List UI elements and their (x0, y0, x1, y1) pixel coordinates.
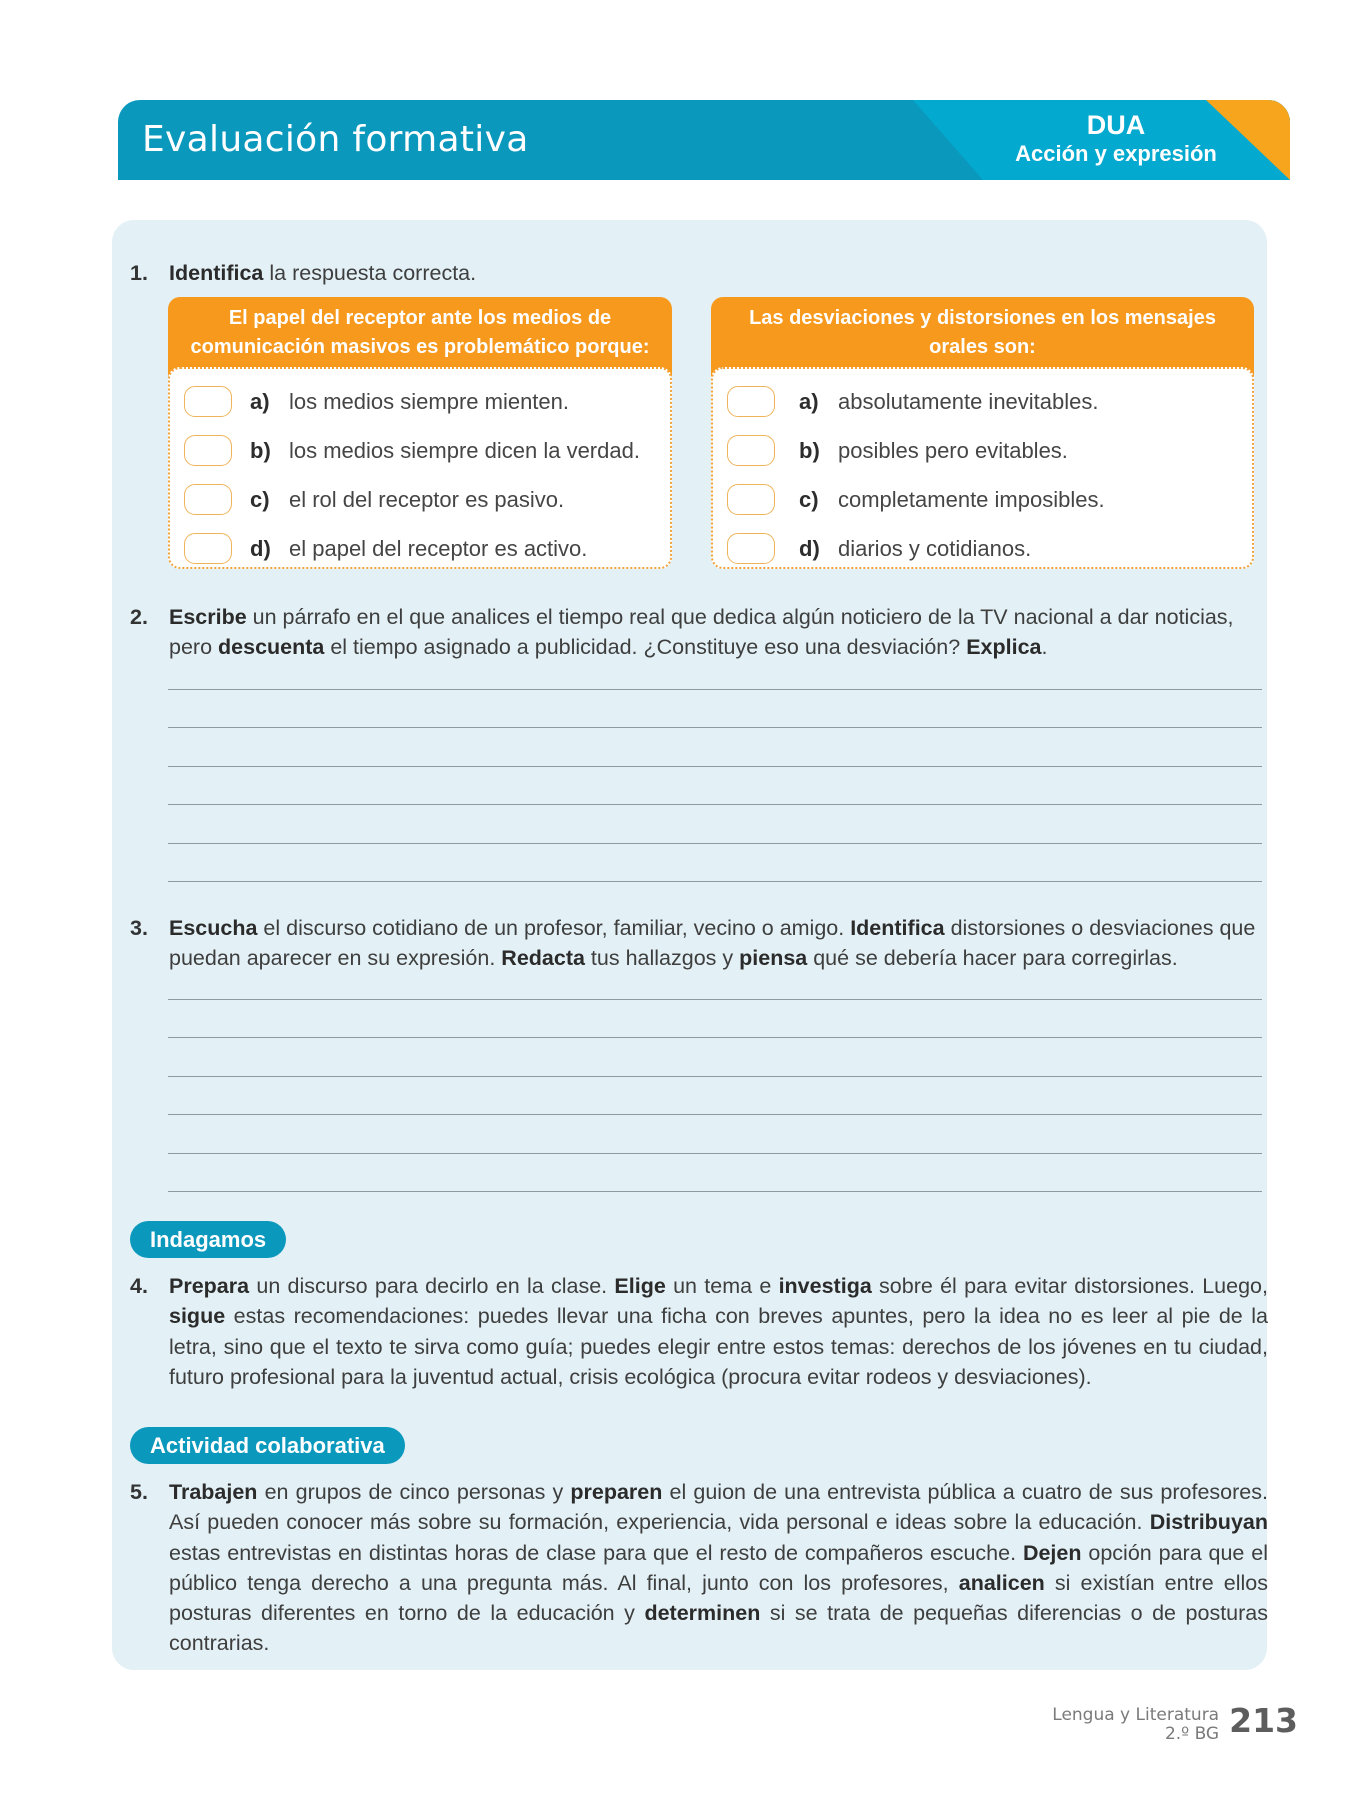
action-verb: sigue (169, 1304, 226, 1329)
action-verb: investiga (778, 1274, 872, 1298)
action-verb: Explica (966, 635, 1042, 660)
answer-line[interactable] (168, 881, 1262, 882)
option-text: los medios siempre dicen la verdad. (289, 437, 640, 463)
question-rest: la respuesta correcta. (263, 261, 477, 285)
option-letter: c) (799, 486, 819, 512)
text-segment: estas recomendaciones: puedes llevar una ficha con breves apuntes, pero la idea no es leer al pie de la letra, sino que el texto te sirva como guía; puedes elegir entre estos temas: derechos de los jóvenes en tu ciudad, futuro profesional para la juventud actual, crisis ecológica (procura evitar rodeos y desviaciones). (169, 1304, 1268, 1389)
text-segment: un discurso para decirlo en la clase. (249, 1274, 615, 1298)
option-letter: c) (250, 486, 270, 512)
dua-badge (1006, 110, 1226, 168)
text-segment: el discurso cotidiano de un profesor, familiar, vecino o amigo. (257, 916, 851, 940)
section-pill-indagamos: Indagamos (130, 1221, 286, 1258)
option-text: diarios y cotidianos. (838, 535, 1032, 561)
question-text (169, 258, 1268, 288)
page-title: Evaluación formativa (142, 119, 529, 160)
answer-checkbox[interactable] (184, 435, 232, 466)
answer-line[interactable] (168, 1076, 1262, 1077)
text-segment: opción para que el público tenga derecho a una pregunta más. Al final, junto con los profesores, (169, 1540, 1268, 1595)
answer-checkbox[interactable] (184, 386, 232, 417)
options-box-2 (711, 297, 1254, 569)
page-number: 213 (1229, 1701, 1298, 1740)
answer-checkbox[interactable] (727, 484, 775, 515)
answer-line[interactable] (168, 1114, 1262, 1115)
action-verb: analicen (958, 1570, 1045, 1595)
text-segment: un párrafo en el que analices el tiempo real que dedica algún noticiero de la TV nacional a dar noticias, pero (169, 605, 1234, 660)
answer-line[interactable] (168, 999, 1262, 1000)
question-2 (130, 602, 1268, 663)
action-verb: Escucha (169, 916, 258, 940)
option-text: posibles pero evitables. (838, 437, 1068, 463)
action-verb: Prepara (169, 1274, 250, 1298)
answer-line[interactable] (168, 804, 1262, 805)
action-verb: Elige (614, 1274, 666, 1298)
action-verb: Distribuyan (1149, 1510, 1268, 1535)
answer-checkbox[interactable] (184, 484, 232, 515)
answer-line[interactable] (168, 1037, 1262, 1038)
dua-subtitle: Acción y expresión (1015, 141, 1217, 166)
text-segment: el tiempo asignado a publicidad. ¿Constituye eso una desviación? (324, 635, 967, 660)
option-b[interactable] (713, 426, 1252, 475)
option-c[interactable] (170, 475, 670, 524)
option-letter: a) (250, 388, 270, 414)
footer-subject (1052, 1706, 1219, 1744)
text-segment: el guion de una entrevista pública a cuatro de sus profesores. Así pueden conocer más sobre su formación, experiencia, vida personal e ideas sobre la educación. (169, 1480, 1268, 1535)
action-verb: Trabajen (169, 1480, 258, 1504)
text-segment: si se trata de pequeñas diferencias o de posturas contrarias. (169, 1601, 1268, 1656)
text-segment: estas entrevistas en distintas horas de clase para que el resto de compañeros escuche. (169, 1540, 1023, 1565)
question-text (169, 913, 1268, 974)
question-4 (130, 1271, 1268, 1392)
text-segment: en grupos de cinco personas y (257, 1480, 571, 1504)
option-a[interactable] (170, 377, 670, 426)
question-text (169, 1477, 1268, 1659)
option-text: completamente imposibles. (838, 486, 1105, 512)
option-letter: d) (250, 535, 271, 561)
answer-checkbox[interactable] (184, 533, 232, 564)
options-list (168, 367, 672, 569)
option-d[interactable] (713, 524, 1252, 573)
text-segment: distorsiones o desviaciones que puedan aparecer en su expresión. (169, 916, 1256, 971)
options-list (711, 367, 1254, 569)
option-text: los medios siempre mienten. (289, 388, 570, 414)
action-verb: Identifica (169, 261, 264, 285)
action-verb: Redacta (501, 946, 585, 971)
question-5 (130, 1477, 1268, 1659)
page-footer (1052, 1703, 1298, 1744)
subject-name: Lengua y Literatura (1052, 1705, 1220, 1725)
option-d[interactable] (170, 524, 670, 573)
action-verb: descuenta (218, 635, 325, 660)
answer-checkbox[interactable] (727, 533, 775, 564)
option-letter: b) (250, 437, 271, 463)
answer-line[interactable] (168, 689, 1262, 690)
text-segment: tus hallazgos y (584, 946, 740, 971)
answer-checkbox[interactable] (727, 435, 775, 466)
section-header (118, 100, 1290, 180)
question-number: 2. (130, 605, 148, 629)
answer-line[interactable] (168, 766, 1262, 767)
text-segment: qué se debería hacer para corregirlas. (807, 946, 1178, 971)
question-number: 3. (130, 916, 148, 940)
question-text (169, 602, 1268, 663)
question-1 (130, 258, 1268, 288)
action-verb: Escribe (169, 605, 247, 629)
action-verb: determinen (644, 1601, 761, 1626)
option-text: el papel del receptor es activo. (289, 535, 588, 561)
action-verb: piensa (739, 946, 808, 971)
question-text (169, 1271, 1268, 1392)
section-pill-colaborativa: Actividad colaborativa (130, 1427, 405, 1464)
option-a[interactable] (713, 377, 1252, 426)
answer-line[interactable] (168, 727, 1262, 728)
dua-label: DUA (1086, 110, 1146, 140)
action-verb: preparen (570, 1480, 663, 1504)
text-segment: sobre él para evitar distorsiones. Luego, (871, 1274, 1268, 1298)
answer-line[interactable] (168, 1153, 1262, 1154)
action-verb: Dejen (1022, 1540, 1082, 1565)
option-text: absolutamente inevitables. (838, 388, 1099, 414)
question-3 (130, 913, 1268, 974)
text-segment: si existían entre ellos posturas diferentes en torno de la educación y (169, 1570, 1268, 1626)
option-c[interactable] (713, 475, 1252, 524)
answer-checkbox[interactable] (727, 386, 775, 417)
option-text: el rol del receptor es pasivo. (289, 486, 565, 512)
options-heading: El papel del receptor ante los medios de comunicación masivos es problemático porque: (168, 297, 672, 377)
text-segment: . (1041, 635, 1048, 660)
options-box-1 (168, 297, 672, 569)
question-number: 4. (130, 1274, 148, 1298)
text-segment: un tema e (665, 1274, 779, 1298)
option-b[interactable] (170, 426, 670, 475)
options-heading: Las desviaciones y distorsiones en los mensajes orales son: (711, 297, 1254, 377)
option-letter: b) (799, 437, 820, 463)
question-number: 1. (130, 261, 148, 285)
option-letter: d) (799, 535, 820, 561)
option-letter: a) (799, 388, 819, 414)
action-verb: Identifica (850, 916, 945, 940)
grade-level: 2.º BG (1164, 1724, 1220, 1744)
question-number: 5. (130, 1480, 148, 1504)
answer-line[interactable] (168, 843, 1262, 844)
answer-line[interactable] (168, 1191, 1262, 1192)
